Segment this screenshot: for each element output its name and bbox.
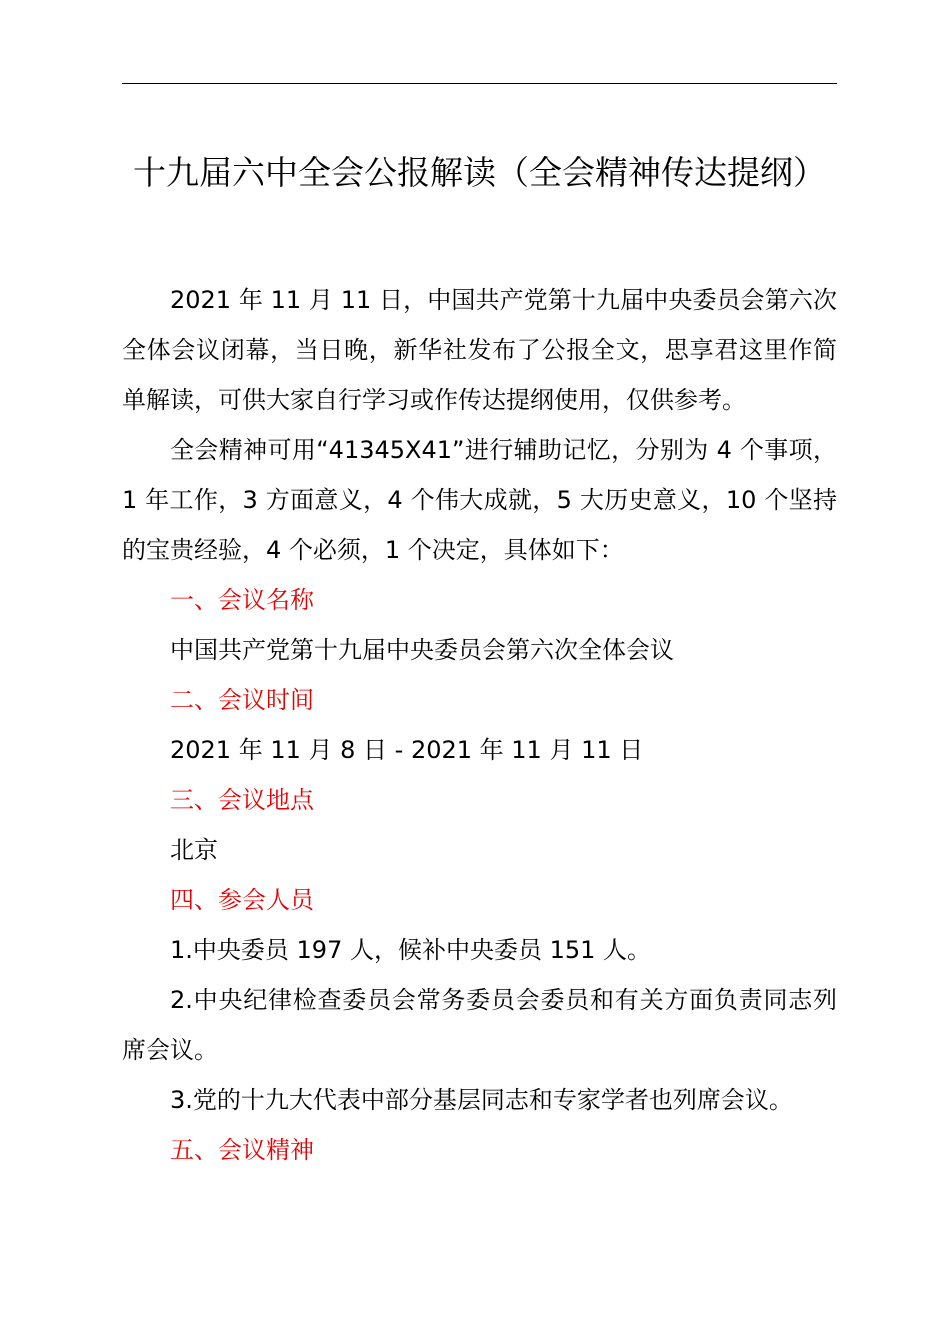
attendees-item-1: 1.中央委员 197 人，候补中央委员 151 人。	[170, 936, 652, 964]
section-heading-meeting-spirit: 五、会议精神	[170, 1136, 314, 1164]
attendees-item-2: 2.中央纪律检查委员会常务委员会委员和有关方面负责同志列席会议。	[122, 986, 837, 1064]
attendees-item-3: 3.党的十九大代表中部分基层同志和专家学者也列席会议。	[170, 1086, 793, 1114]
section-heading-attendees: 四、参会人员	[170, 886, 314, 914]
document-title: 十九届六中全会公报解读（全会精神传达提纲）	[133, 153, 826, 192]
meeting-location-text: 北京	[170, 836, 218, 864]
meeting-name-text: 中国共产党第十九届中央委员会第六次全体会议	[170, 636, 674, 664]
intro-paragraph: 2021 年 11 月 11 日，中国共产党第十九届中央委员会第六次全体会议闭幕，当日晚，新华社发布了公报全文，思享君这里作简单解读，可供大家自行学习或作传达提纲使用，仅供参考。	[122, 286, 837, 414]
memory-aid-paragraph: 全会精神可用“41345X41”进行辅助记忆，分别为 4 个事项，1 年工作，3 方面意义，4 个伟大成就，5 大历史意义，10 个坚持的宝贵经验，4 个必须，1 个决定，具体如下：	[122, 436, 837, 564]
document-body	[122, 275, 837, 1175]
section-heading-meeting-location: 三、会议地点	[170, 786, 314, 814]
section-heading-meeting-name: 一、会议名称	[170, 586, 314, 614]
section-heading-meeting-time: 二、会议时间	[170, 686, 314, 714]
meeting-time-text: 2021 年 11 月 8 日 - 2021 年 11 月 11 日	[170, 736, 644, 764]
header-rule	[122, 83, 837, 84]
